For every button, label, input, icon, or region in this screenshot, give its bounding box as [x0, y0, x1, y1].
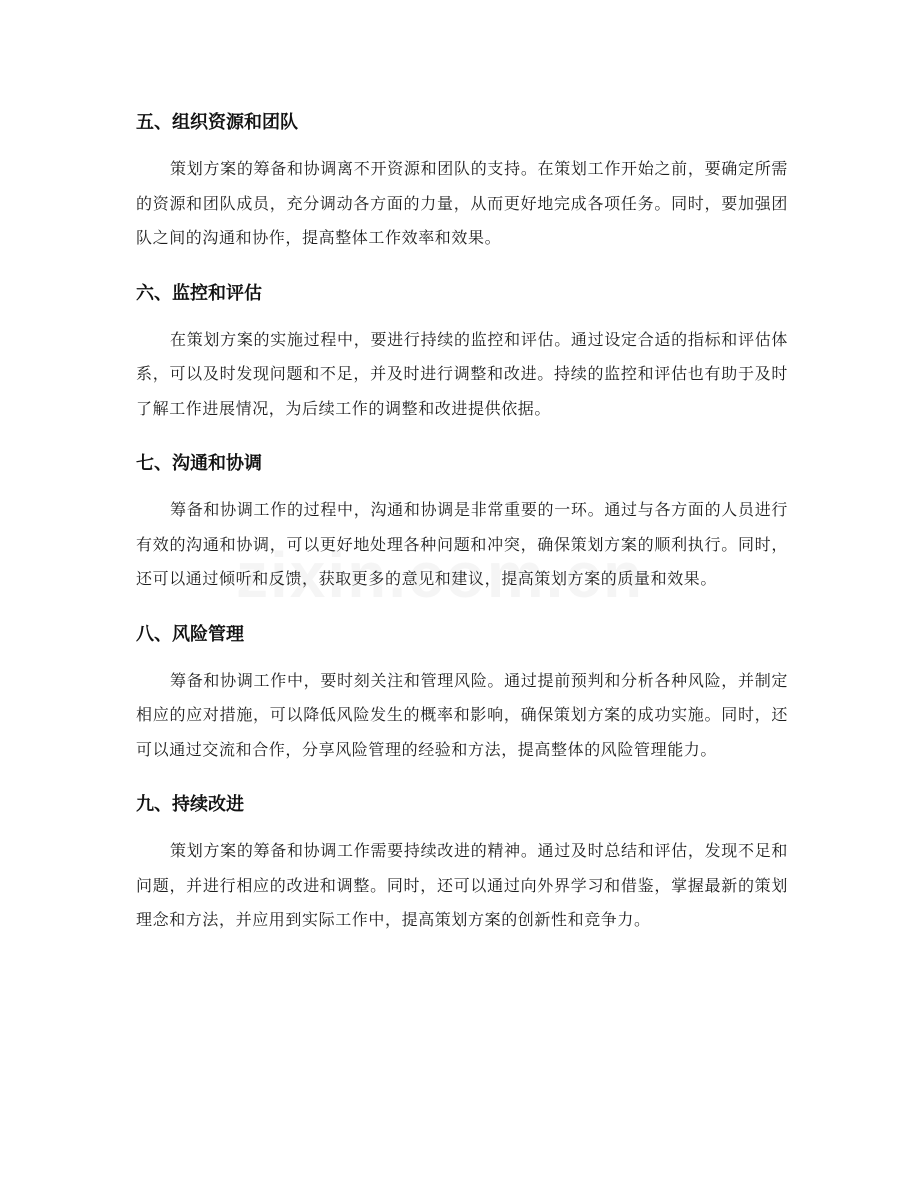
section-paragraph: 在策划方案的实施过程中，要进行持续的监控和评估。通过设定合适的指标和评估体系，可以及时发现问题和不足，并及时进行调整和改进。持续的监控和评估也有助于及时了解工作进展情况，为后续工作的调整和改进提供依据。	[136, 329, 788, 418]
section-paragraph: 策划方案的筹备和协调工作需要持续改进的精神。通过及时总结和评估，发现不足和问题，并进行相应的改进和调整。同时，还可以通过向外界学习和借鉴，掌握最新的策划理念和方法，并应用到实际工作中，提高策划方案的创新性和竞争力。	[136, 841, 788, 929]
section-heading: 六、监控和评估	[136, 282, 262, 304]
section-paragraph: 筹备和协调工作的过程中，沟通和协调是非常重要的一环。通过与各方面的人员进行有效的沟通和协调，可以更好地处理各种问题和冲突，确保策划方案的顺利执行。同时，还可以通过倾听和反馈，获取更多的意见和建议，提高策划方案的质量和效果。	[136, 500, 788, 588]
section-communicate-coordinate	[136, 444, 788, 597]
document-body	[136, 103, 788, 938]
section-heading: 七、沟通和协调	[136, 453, 262, 474]
section-heading: 八、风险管理	[136, 623, 244, 645]
section-risk-management	[136, 615, 788, 768]
section-monitor-evaluate	[136, 274, 788, 427]
section-heading: 五、组织资源和团队	[136, 112, 298, 133]
section-organize-resources	[136, 103, 788, 256]
section-paragraph: 筹备和协调工作中，要时刻关注和管理风险。通过提前预判和分析各种风险，并制定相应的应对措施，可以降低风险发生的概率和影响，确保策划方案的成功实施。同时，还可以通过交流和合作，分享风险管理的经验和方法，提高整体的风险管理能力。	[136, 670, 788, 759]
section-heading: 九、持续改进	[136, 794, 244, 815]
section-continuous-improvement	[136, 785, 788, 938]
section-paragraph: 策划方案的筹备和协调离不开资源和团队的支持。在策划工作开始之前，要确定所需的资源和团队成员，充分调动各方面的力量，从而更好地完成各项任务。同时，要加强团队之间的沟通和协作，提高整体工作效率和效果。	[136, 159, 788, 247]
